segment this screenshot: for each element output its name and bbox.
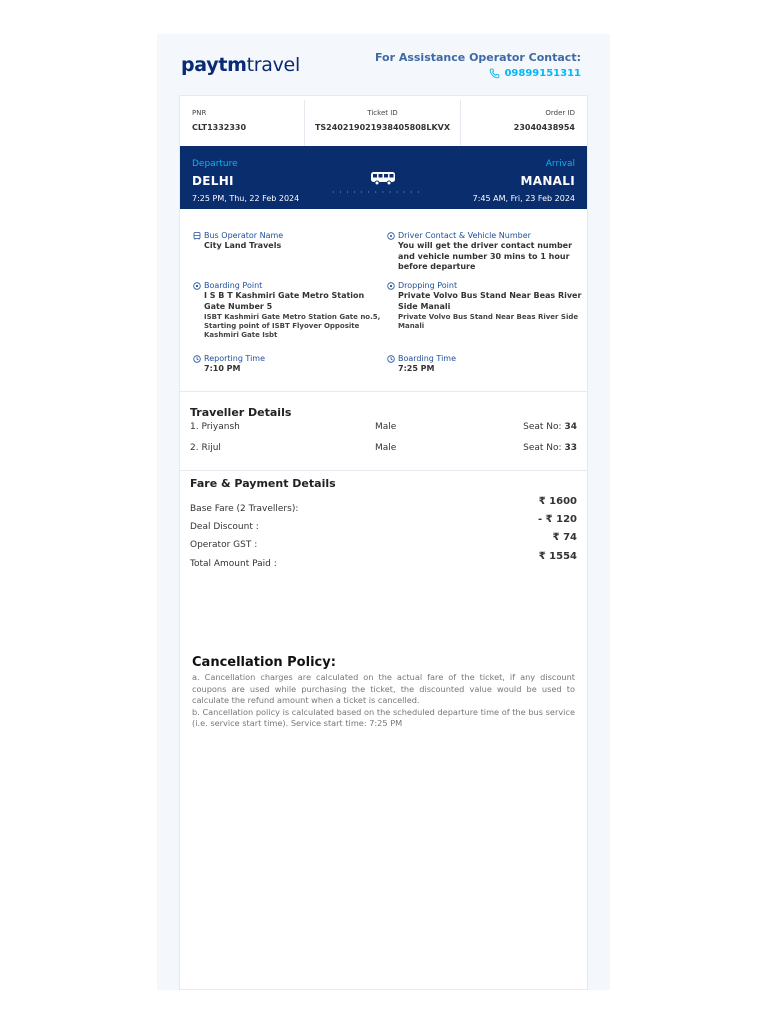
journey-band	[180, 146, 587, 209]
arrival-time: 7:45 AM, Fri, 23 Feb 2024	[472, 194, 575, 203]
logo-paytm-text: paytm	[181, 54, 247, 76]
reporting-time-block	[193, 354, 378, 375]
booking-ids-row	[180, 96, 587, 145]
dropping-point-heading	[387, 281, 582, 290]
fare-value: ₹ 74	[552, 532, 577, 543]
boarding-time-label: Boarding Time	[398, 354, 457, 363]
driver-block	[387, 231, 582, 273]
order-id-value: 23040438954	[513, 123, 575, 132]
traveller-seat	[523, 443, 577, 453]
boarding-time-block	[387, 354, 572, 375]
traveller-gender: Male	[375, 443, 397, 453]
boarding-point-heading	[193, 281, 383, 290]
ticket-id-value: TS240219021938405808LKVX	[314, 123, 451, 132]
assistance-phone[interactable]	[375, 68, 581, 79]
operator-block	[193, 231, 378, 252]
fare-row	[190, 532, 577, 550]
assistance-title: For Assistance Operator Contact:	[374, 51, 581, 64]
steering-wheel-icon	[387, 232, 395, 240]
cancellation-point-b: b. Cancellation policy is calculated based on the scheduled departure time of the bus service (i.e. service start time). Service start time: 7:25 PM	[192, 706, 575, 729]
location-pin-icon	[387, 282, 395, 290]
ticket-id-label: Ticket ID	[367, 109, 398, 117]
fare-row	[190, 496, 577, 514]
fare-value: - ₹ 120	[538, 514, 577, 525]
boarding-point-label: Boarding Point	[204, 281, 263, 290]
dropping-point-value: Private Volvo Bus Stand Near Beas River Side Manali	[398, 291, 582, 311]
dropping-point-label: Dropping Point	[398, 281, 458, 290]
cancellation-policy-title: Cancellation Policy:	[192, 655, 336, 670]
order-id-label: Order ID	[545, 109, 575, 117]
reporting-time-value: 7:10 PM	[204, 364, 241, 373]
boarding-time-heading	[387, 354, 572, 363]
departure-time: 7:25 PM, Thu, 22 Feb 2024	[192, 194, 300, 203]
order-id-cell	[461, 96, 587, 145]
assistance-contact	[375, 51, 581, 79]
boarding-time-value: 7:25 PM	[398, 364, 435, 373]
cancellation-point-a: a. Cancellation charges are calculated on the actual fare of the ticket, if any discount coupons are used while purchasing the ticket, the discounted value would be used to calculate the refund amount when a ticket is cancelled.	[192, 672, 575, 706]
dropping-point-block	[387, 281, 582, 331]
ticket-card	[179, 95, 588, 990]
fare-label: Operator GST :	[190, 540, 258, 550]
divider	[180, 391, 587, 392]
fare-row	[190, 514, 577, 532]
pnr-cell	[180, 100, 305, 149]
traveller-gender: Male	[375, 422, 397, 432]
operator-heading	[193, 231, 378, 240]
cancellation-policy-text	[192, 672, 575, 730]
pnr-label: PNR	[192, 109, 207, 117]
seat-number: 33	[564, 443, 577, 453]
operator-value: City Land Travels	[204, 241, 282, 250]
reporting-time-label: Reporting Time	[204, 354, 266, 363]
bus-icon	[370, 170, 398, 186]
pnr-value: CLT1332330	[192, 123, 247, 132]
reporting-time-heading	[193, 354, 378, 363]
fare-label: Base Fare (2 Travellers):	[190, 504, 299, 514]
clock-icon	[387, 355, 395, 363]
traveller-name: 2. Rijul	[190, 443, 221, 453]
departure-city: DELHI	[192, 174, 234, 188]
clock-icon	[193, 355, 201, 363]
logo-travel-text: travel	[246, 54, 300, 76]
operator-label: Bus Operator Name	[204, 231, 284, 240]
ticket-sheet	[157, 34, 610, 990]
divider	[180, 470, 587, 471]
ticket-id-cell	[305, 100, 461, 149]
traveller-seat	[523, 422, 577, 432]
seat-label: Seat No:	[523, 443, 562, 453]
dropping-point-address: Private Volvo Bus Stand Near Beas River Side Manali	[398, 313, 579, 330]
phone-icon	[489, 68, 500, 79]
departure-label: Departure	[192, 159, 238, 169]
traveller-details-title: Traveller Details	[190, 406, 292, 419]
boarding-point-address: ISBT Kashmiri Gate Metro Station Gate no.5, Starting point of ISBT Flyover Opposite Kashmiri Gate Isbt	[204, 313, 381, 339]
fare-label: Total Amount Paid :	[190, 559, 277, 569]
fare-row	[190, 551, 577, 569]
fare-label: Deal Discount :	[190, 522, 259, 532]
seat-label: Seat No:	[523, 422, 562, 432]
route-dots: · · · · · · · · · · · · ·	[332, 188, 421, 197]
traveller-row	[190, 422, 577, 436]
fare-value: ₹ 1600	[538, 496, 577, 507]
boarding-point-block	[193, 281, 383, 340]
arrival-city: MANALI	[520, 174, 575, 188]
driver-value: You will get the driver contact number and vehicle number 30 mins to 1 hour before departure	[398, 241, 573, 271]
fare-details-title: Fare & Payment Details	[190, 477, 336, 490]
bus-operator-icon	[193, 232, 201, 240]
paytm-travel-logo	[181, 54, 300, 78]
driver-heading	[387, 231, 582, 240]
fare-value: ₹ 1554	[538, 551, 577, 562]
driver-label: Driver Contact & Vehicle Number	[398, 231, 531, 240]
phone-number[interactable]: 09899151311	[504, 68, 581, 79]
arrival-label: Arrival	[545, 159, 575, 169]
seat-number: 34	[564, 422, 577, 432]
traveller-row	[190, 443, 577, 457]
location-pin-icon	[193, 282, 201, 290]
boarding-point-value: I S B T Kashmiri Gate Metro Station Gate Number 5	[204, 291, 365, 311]
traveller-name: 1. Priyansh	[190, 422, 240, 432]
